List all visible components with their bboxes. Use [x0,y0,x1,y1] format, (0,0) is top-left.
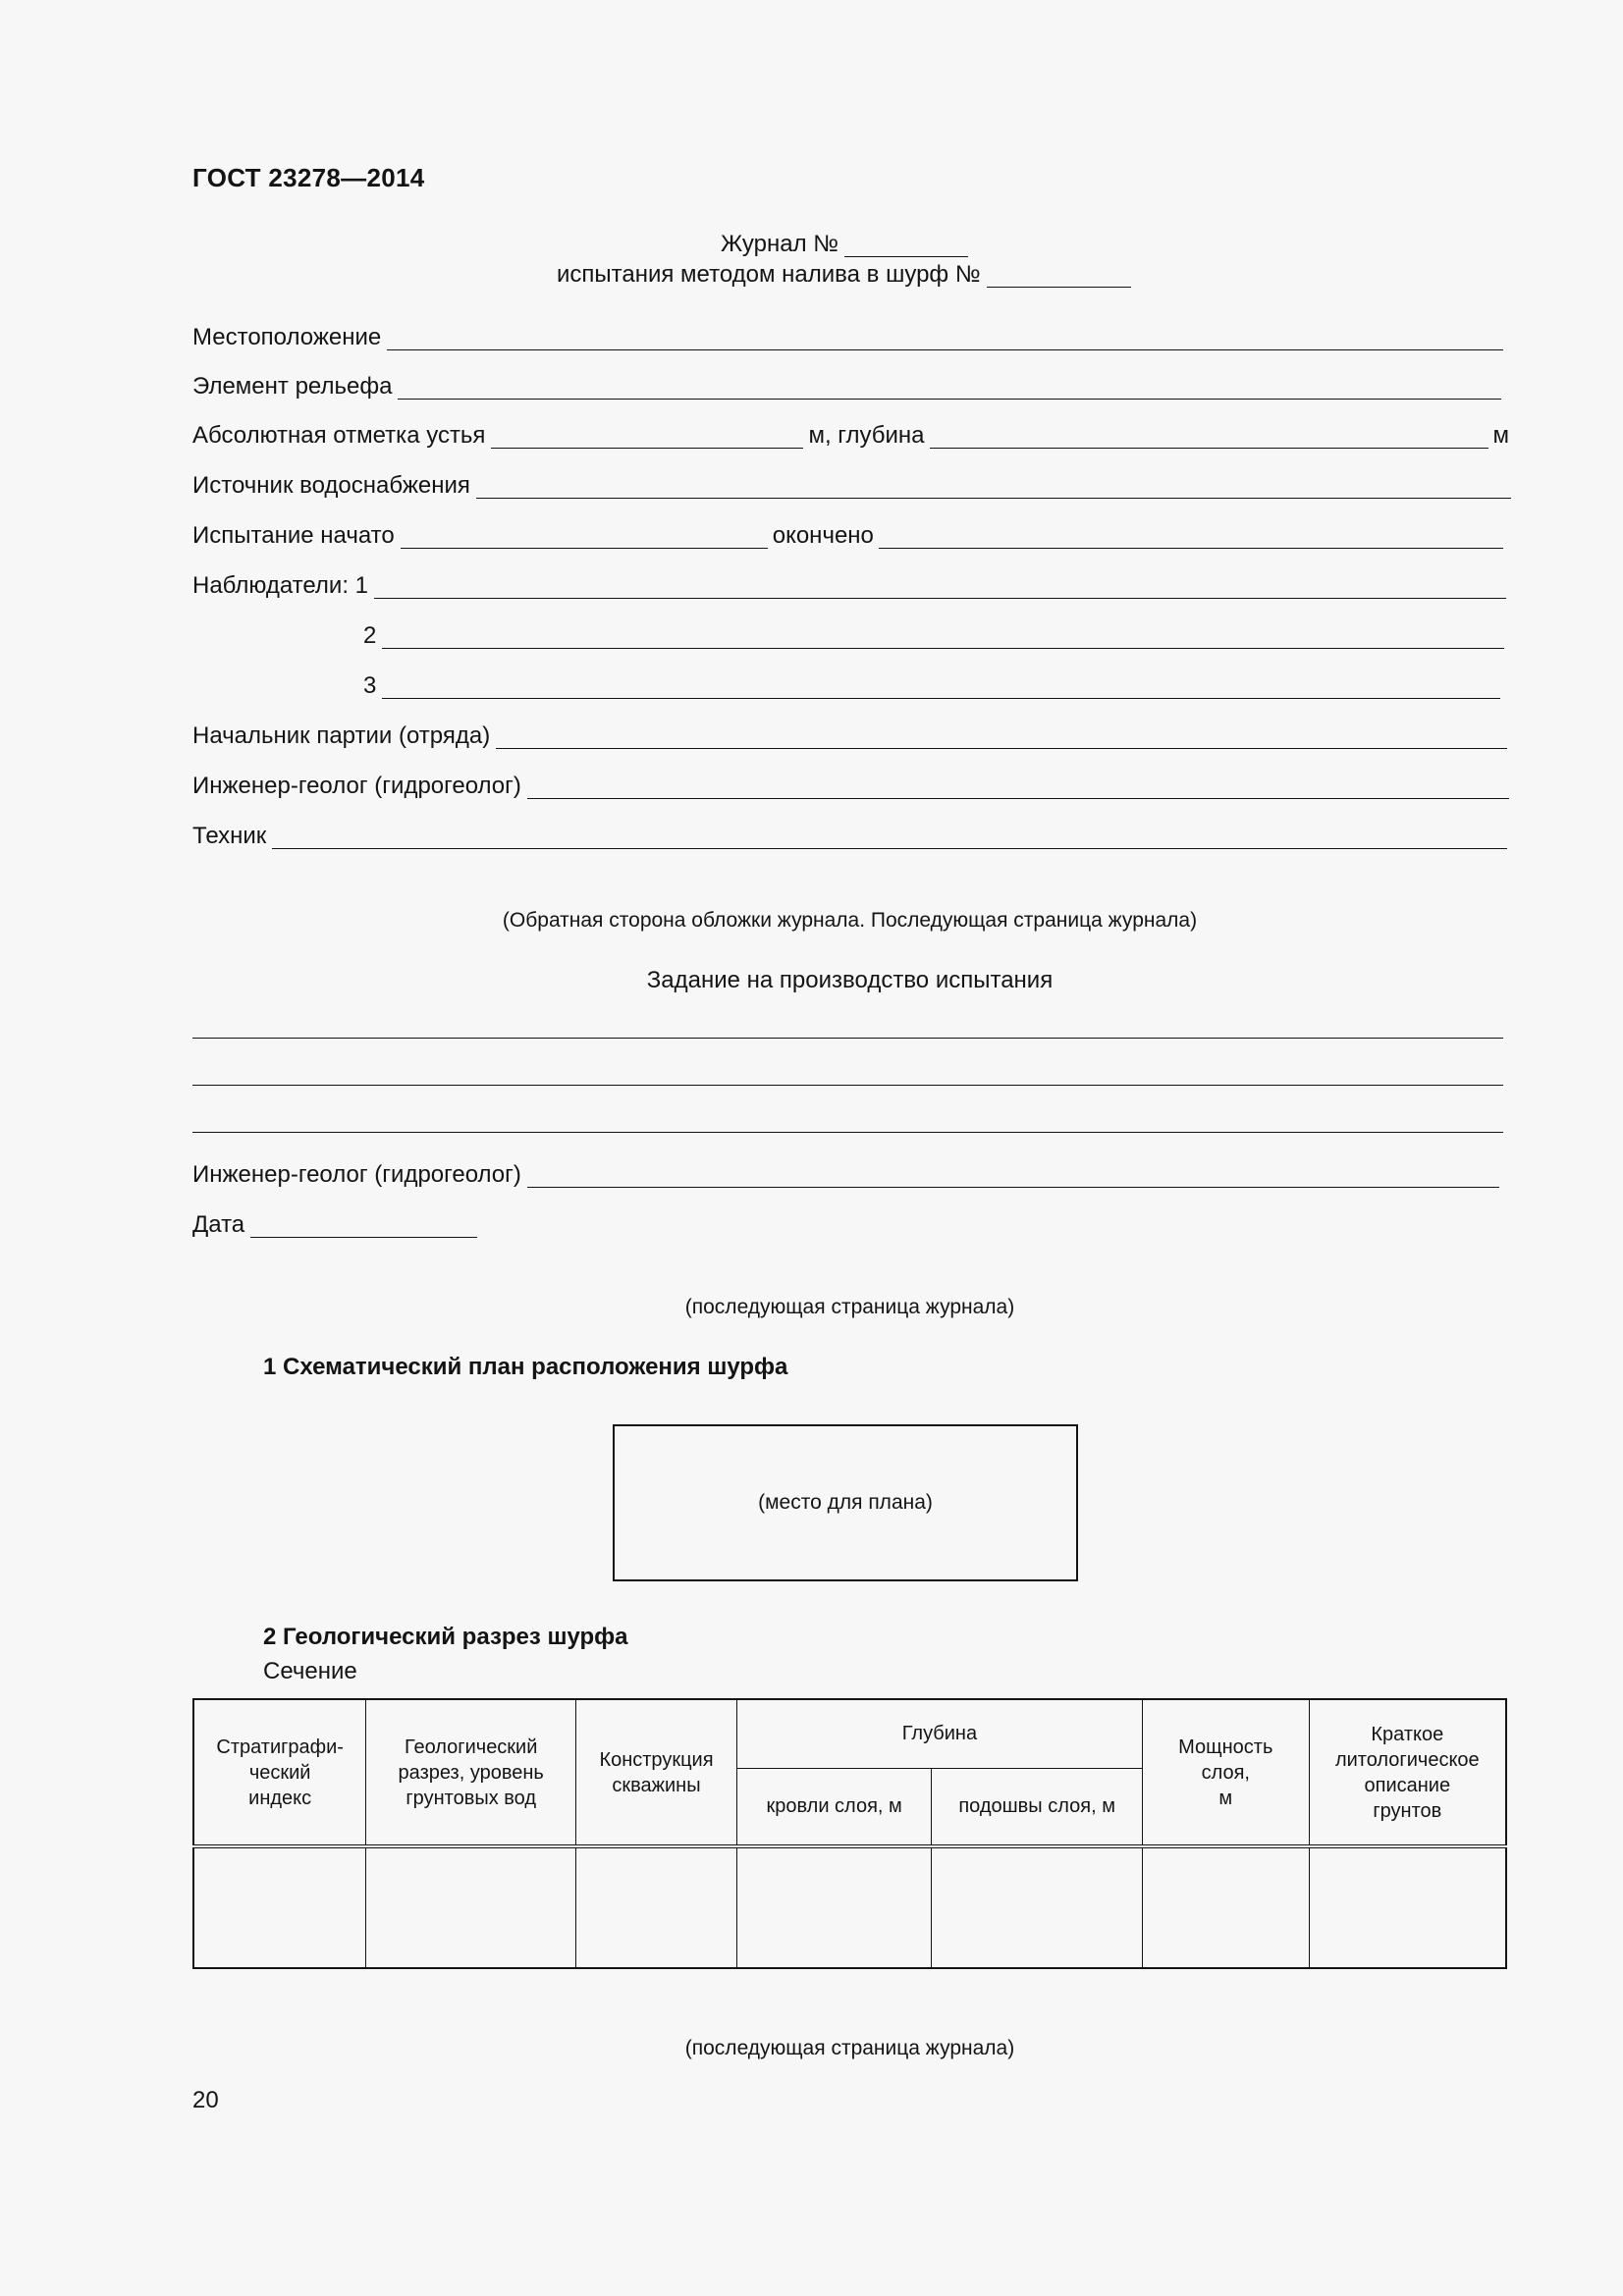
page-number: 20 [192,2087,219,2113]
col-well-construction: Конструкция скважины [576,1699,737,1846]
col-lithology-description: Краткое литологическое описание грунтов [1309,1699,1506,1846]
test-started-label: Испытание начато [192,522,395,549]
task-engineer-label: Инженер-геолог (гидрогеолог) [192,1161,521,1188]
test-ended-label: окончено [772,522,874,549]
cell-layer-thickness[interactable] [1142,1846,1309,1968]
date-row [192,1204,477,1238]
observer-3-row [363,666,1500,699]
location-label: Местоположение [192,324,382,350]
water-source-row [192,465,1511,499]
technician-row [192,816,1507,849]
test-dates-row [192,515,1503,549]
next-page-note-1: (последующая страница журнала) [684,1296,1015,1318]
cell-stratigraphic-index[interactable] [193,1846,366,1968]
cell-geological-section[interactable] [366,1846,576,1968]
party-head-row [192,716,1507,749]
party-head-field[interactable] [496,722,1507,749]
col-layer-thickness: Мощность слоя, м [1142,1699,1309,1846]
depth-label: м, глубина [808,422,925,449]
plan-placeholder: (место для плана) [758,1491,933,1514]
section-2-subtitle: Сечение [263,1658,357,1684]
task-line-3[interactable] [192,1132,1503,1133]
task-engineer-field[interactable] [527,1161,1499,1188]
back-cover-note: (Обратная сторона обложки журнала. Последующая страница журнала) [502,909,1198,932]
table-row [193,1846,1506,1968]
section-1-title: 1 Схематический план расположения шурфа [263,1354,788,1380]
col-depth-group: Глубина [736,1699,1142,1768]
col-layer-top: кровли слоя, м [736,1768,931,1846]
col-geological-section: Геологический разрез, уровень грунтовых вод [366,1699,576,1846]
observer-2-label: 2 [363,622,377,649]
observers-label: Наблюдатели: 1 [192,572,369,599]
cell-layer-bottom[interactable] [932,1846,1143,1968]
cell-layer-top[interactable] [736,1846,931,1968]
relief-row [192,366,1501,400]
test-started-field[interactable] [401,522,768,549]
standard-header: ГОСТ 23278—2014 [192,163,425,192]
col-layer-bottom: подошвы слоя, м [932,1768,1143,1846]
observer-2-row [363,615,1504,649]
location-field[interactable] [387,324,1503,350]
party-head-label: Начальник партии (отряда) [192,722,491,749]
task-line-2[interactable] [192,1085,1503,1086]
abs-mark-field[interactable] [491,422,803,449]
relief-label: Элемент рельефа [192,373,393,400]
engineer-row [192,766,1509,799]
relief-field[interactable] [398,373,1501,400]
water-source-label: Источник водоснабжения [192,472,470,499]
plan-box [613,1424,1078,1581]
journal-title-text: Журнал № [721,231,839,257]
technician-field[interactable] [272,823,1507,849]
cell-lithology-description[interactable] [1309,1846,1506,1968]
technician-label: Техник [192,823,267,849]
task-line-1[interactable] [192,1038,1503,1039]
cell-well-construction[interactable] [576,1846,737,1968]
observer-3-field[interactable] [382,672,1500,699]
depth-unit: м [1492,422,1509,449]
date-label: Дата [192,1211,245,1238]
pit-number-field[interactable] [987,261,1131,288]
test-ended-field[interactable] [879,522,1503,549]
observer-2-field[interactable] [382,622,1504,649]
observer-1-row [192,565,1506,599]
task-engineer-row [192,1154,1499,1188]
journal-number-field[interactable] [844,231,968,257]
journal-subtitle [557,261,1131,288]
journal-subtitle-text: испытания методом налива в шурф № [557,261,981,288]
task-title: Задание на производство испытания [646,967,1054,993]
engineer-label: Инженер-геолог (гидрогеолог) [192,773,521,799]
engineer-field[interactable] [527,773,1509,799]
depth-field[interactable] [930,422,1488,449]
journal-title [721,231,968,257]
geology-table [192,1698,1507,1969]
col-stratigraphic-index: Стратиграфи- ческий индекс [193,1699,366,1846]
abs-mark-label: Абсолютная отметка устья [192,422,486,449]
date-field[interactable] [250,1211,477,1238]
location-row [192,317,1503,350]
section-2-title: 2 Геологический разрез шурфа [263,1624,628,1650]
abs-mark-row [192,415,1509,449]
water-source-field[interactable] [476,472,1511,499]
observer-1-field[interactable] [374,572,1506,599]
observer-3-label: 3 [363,672,377,699]
next-page-note-2: (последующая страница журнала) [684,2037,1015,2059]
